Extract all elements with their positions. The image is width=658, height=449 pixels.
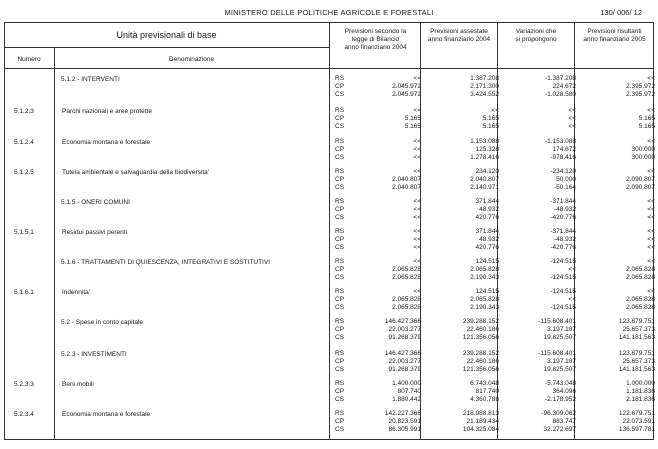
table-row [4,107,654,135]
amount-cell: 25.657.373 [622,358,655,365]
header-denominazione: Denominazione [168,56,215,63]
value-line [333,388,654,396]
value-line [333,396,654,404]
value-line [333,75,654,83]
header-numero: Numero [17,56,41,63]
col-header-bilancio-2004: Previsioni secondo la legge di Bilancio anno finanziario 2004 [344,28,407,51]
type-code: CS [335,91,345,98]
type-code: CP [335,388,345,395]
amount-cell: 5.165 [404,123,421,130]
amount-cell: 1.278.416 [470,154,499,161]
amount-cell: 3.197.187 [547,326,576,333]
type-code: RS [335,138,345,145]
amount-cell: 104.325.084 [462,426,499,433]
row-label: 5.1.6 - TRATTAMENTI DI QUIESCENZA, INTEGRATIVI E SOSTITUTIVI [61,259,270,266]
type-code: CP [335,206,345,213]
amount-cell: 86.305.991 [388,426,421,433]
value-line [333,83,654,91]
amount-cell: 218.988.813 [462,410,499,417]
type-code: CS [335,334,345,341]
amount-cell: -1.028.580 [544,91,576,98]
amount-cell: 807.740 [397,388,421,395]
amount-cell: 2.065.828 [392,296,421,303]
amount-cell: 146.427.366 [384,318,421,325]
type-code: CS [335,304,345,311]
value-line [333,334,654,342]
amount-cell: 21.189.434 [466,418,499,425]
amount-cell: << [413,228,421,235]
ministry-title: MINISTERO DELLE POLITICHE AGRICOLE E FORESTALI [224,8,434,17]
amount-cell: << [413,244,421,251]
amount-cell: 19.825.507 [543,366,576,373]
amount-cell: 141.181.563 [618,334,655,341]
row-label: Economia montana e forestale [62,411,151,418]
amount-cell: << [647,75,655,82]
row-values [333,318,654,342]
amount-cell: << [647,214,655,221]
amount-cell: 4.360.788 [470,396,499,403]
table-row [4,258,654,286]
row-label: Economia montana e forestale [62,139,151,146]
amount-cell: -96.309.062 [541,410,576,417]
amount-cell: -420.776 [550,244,576,251]
amount-cell: 20.823.591 [388,418,421,425]
amount-cell: 22.460.186 [466,326,499,333]
row-values [333,198,654,222]
amount-cell: 124.515 [475,288,499,295]
table-row [4,380,654,408]
value-line [333,206,654,214]
value-line [333,274,654,282]
amount-cell: 239.288.152 [462,350,499,357]
row-number: 5.1.2.4 [14,139,34,146]
amount-cell: 142.227.366 [384,410,421,417]
amount-cell: 224.672 [552,83,576,90]
amount-cell: 1.000.000 [626,380,655,387]
amount-cell: 2.065.828 [392,304,421,311]
amount-cell: 239.288.152 [462,318,499,325]
type-code: RS [335,107,345,114]
amount-cell: -420.776 [550,214,576,221]
amount-cell: << [647,236,655,243]
row-label: 5.1.5 - ONERI COMUNI [61,199,130,206]
amount-cell: 2.065.828 [392,266,421,273]
type-code: RS [335,380,345,387]
table-row [4,318,654,346]
type-code: RS [335,410,345,417]
value-line [333,214,654,222]
row-values [333,168,654,192]
type-code: RS [335,75,345,82]
type-code: CP [335,326,345,333]
amount-cell: 91.268.379 [388,366,421,373]
amount-cell: 300.000 [631,154,655,161]
table-row [4,75,654,103]
row-label: Beni mobili [62,381,94,388]
type-code: CS [335,396,345,403]
amount-cell: 6.743.048 [470,380,499,387]
amount-cell: 3.197.187 [547,358,576,365]
col-header-risultanti-2005: Previsioni risultanti anno finanziario 2005 [583,28,646,43]
amount-cell: << [413,288,421,295]
value-line [333,198,654,206]
amount-cell: -124.515 [550,274,576,281]
amount-cell: 2.190.343 [470,304,499,311]
value-line [333,288,654,296]
row-number: 5.1.5.1 [14,229,34,236]
amount-cell: 125.328 [475,146,499,153]
type-code: CS [335,366,345,373]
amount-cell: 174.672 [552,146,576,153]
amount-cell: 22.003.277 [388,358,421,365]
amount-cell: 123.679.751 [618,350,655,357]
amount-cell: 2.065.828 [626,304,655,311]
amount-cell: 5.165 [638,115,655,122]
amount-cell: 5.165 [482,123,499,130]
amount-cell: 2.045.972 [392,91,421,98]
amount-cell: << [413,138,421,145]
amount-cell: << [647,244,655,251]
amount-cell: -50.164 [553,184,576,191]
type-code: RS [335,168,345,175]
value-line [333,228,654,236]
type-code: CP [335,418,345,425]
table-row [4,350,654,378]
type-code: CP [335,176,345,183]
amount-cell: 5.165 [404,115,421,122]
row-values [333,258,654,282]
amount-cell: 1.181.836 [626,388,655,395]
col-header-assestate-2004: Previsioni assestate anno finanziario 2004 [427,28,491,43]
type-code: CP [335,266,345,273]
amount-cell: 19.825.507 [543,334,576,341]
value-line [333,304,654,312]
value-line [333,418,654,426]
amount-cell: << [647,138,655,145]
amount-cell: 2.065.828 [470,266,499,273]
amount-cell: << [568,123,576,130]
value-line [333,258,654,266]
type-code: CS [335,214,345,221]
amount-cell: 2.040.807 [392,176,421,183]
row-values [333,228,654,252]
value-line [333,107,654,115]
type-code: CP [335,236,345,243]
amount-cell: 3.424.552 [470,91,499,98]
amount-cell: 124.515 [475,258,499,265]
row-label: Indennita' [62,289,90,296]
row-label: 5.1.2 - INTERVENTI [61,76,120,83]
amount-cell: 146.427.366 [384,350,421,357]
amount-cell: << [413,258,421,265]
amount-cell: 22.003.277 [388,326,421,333]
amount-cell: 420.776 [475,244,499,251]
value-line [333,184,654,192]
amount-cell: << [568,266,576,273]
row-label: 5.2 - Spese in conto capitale [61,319,144,326]
amount-cell: -115.608.401 [538,318,576,325]
value-line [333,154,654,162]
amount-cell: -124.515 [550,288,576,295]
amount-cell: << [647,206,655,213]
amount-cell: -978.416 [550,154,576,161]
amount-cell: 123.679.751 [618,318,655,325]
amount-cell: 883.747 [552,418,576,425]
value-line [333,91,654,99]
amount-cell: -234.120 [550,168,576,175]
value-line [333,168,654,176]
amount-cell: 48.932 [479,206,499,213]
amount-cell: << [413,236,421,243]
value-line [333,358,654,366]
row-values [333,75,654,99]
amount-cell: -2.178.952 [544,396,576,403]
value-line [333,266,654,274]
amount-cell: -115.608.401 [538,350,576,357]
amount-cell: 5.165 [638,123,655,130]
type-code: CP [335,296,345,303]
value-line [333,138,654,146]
type-code: RS [335,228,345,235]
amount-cell: << [491,107,499,114]
type-code: RS [335,318,345,325]
amount-cell: 2.065.828 [626,274,655,281]
value-line [333,176,654,184]
value-line [333,326,654,334]
amount-cell: 91.268.379 [388,334,421,341]
table-row [4,198,654,226]
value-line [333,318,654,326]
amount-cell: << [568,296,576,303]
amount-cell: << [413,154,421,161]
amount-cell: 22.460.186 [466,358,499,365]
amount-cell: -1.387.208 [544,75,576,82]
amount-cell: << [413,206,421,213]
row-label: Parchi nazionali e aree protette [62,108,152,115]
col-header-variazioni: Variazioni che si propongono [515,28,557,43]
amount-cell: 371.844 [475,228,499,235]
amount-cell: << [647,288,655,295]
type-code: RS [335,350,345,357]
row-values [333,138,654,162]
row-number: 5.1.6.1 [14,289,34,296]
amount-cell: << [413,75,421,82]
amount-cell: -371.844 [550,198,576,205]
amount-cell: -371.844 [550,228,576,235]
amount-cell: << [413,198,421,205]
amount-cell: << [568,115,576,122]
page-reference: 130/ 006/ 12 [600,8,642,17]
type-code: RS [335,198,345,205]
amount-cell: << [647,168,655,175]
value-line [333,380,654,388]
divider [4,47,329,48]
value-line [333,146,654,154]
amount-cell: << [413,146,421,153]
amount-cell: -1.153.088 [544,138,576,145]
amount-cell: 2.190.343 [470,274,499,281]
amount-cell: 371.844 [475,198,499,205]
amount-cell: -48.932 [553,206,576,213]
row-values [333,288,654,312]
amount-cell: 2.040.807 [470,176,499,183]
amount-cell: 2.090.807 [626,176,655,183]
type-code: CP [335,358,345,365]
amount-cell: << [647,107,655,114]
amount-cell: << [647,198,655,205]
amount-cell: << [647,228,655,235]
amount-cell: 2.181.836 [626,396,655,403]
amount-cell: 2.065.828 [626,266,655,273]
amount-cell: 32.272.697 [543,426,576,433]
amount-cell: 121.356.056 [462,334,499,341]
amount-cell: 2.065.828 [470,296,499,303]
amount-cell: << [568,107,576,114]
amount-cell: 50.000 [556,176,576,183]
amount-cell: 1.880.442 [392,396,421,403]
row-number: 5.1.2.3 [14,108,34,115]
value-line [333,244,654,252]
amount-cell: << [413,214,421,221]
amount-cell: 121.356.056 [462,366,499,373]
amount-cell: 141.181.563 [618,366,655,373]
row-label: 5.2.3 - INVESTIMENTI [61,351,127,358]
row-label: Residui passivi perenti [62,229,128,236]
type-code: CS [335,244,345,251]
row-values [333,410,654,434]
amount-cell: -5.743.048 [544,380,576,387]
amount-cell: 234.120 [475,168,499,175]
amount-cell: 420.776 [475,214,499,221]
amount-cell: -48.932 [553,236,576,243]
row-number: 5.1.2.5 [14,169,34,176]
amount-cell: -124.515 [550,304,576,311]
row-values [333,380,654,404]
value-line [333,123,654,131]
type-code: CP [335,146,345,153]
type-code: RS [335,288,345,295]
table-row [4,288,654,316]
type-code: CS [335,154,345,161]
amount-cell: 364.096 [552,388,576,395]
type-code: CS [335,123,345,130]
value-line [333,410,654,418]
amount-cell: 2.171.300 [470,83,499,90]
row-number: 5.2.3.3 [14,381,34,388]
amount-cell: << [413,107,421,114]
amount-cell: 2.065.828 [392,274,421,281]
amount-cell: 122.679.751 [618,410,655,417]
amount-cell: 2.395.972 [626,83,655,90]
value-line [333,366,654,374]
row-values [333,350,654,374]
value-line [333,115,654,123]
amount-cell: 1.387.208 [470,75,499,82]
amount-cell: 25.657.373 [622,326,655,333]
value-line [333,426,654,434]
header-unita-previsionali: Unità previsionali di base [116,30,217,40]
amount-cell: 817.740 [475,388,499,395]
amount-cell: 1.153.088 [470,138,499,145]
amount-cell: -124.515 [550,258,576,265]
type-code: RS [335,258,345,265]
type-code: CS [335,274,345,281]
row-values [333,107,654,131]
value-line [333,296,654,304]
table-row [4,228,654,256]
row-number: 5.2.3.4 [14,411,34,418]
amount-cell: 5.165 [482,115,499,122]
amount-cell: 300.000 [631,146,655,153]
amount-cell: 2.065.828 [626,296,655,303]
row-label: Tutela ambientale e salvaguardia della biodiversita' [62,169,209,176]
amount-cell: 2.395.972 [626,91,655,98]
amount-cell: << [413,168,421,175]
amount-cell: 2.045.972 [392,83,421,90]
value-line [333,350,654,358]
amount-cell: << [647,258,655,265]
amount-cell: 2.090.807 [626,184,655,191]
type-code: CP [335,115,345,122]
amount-cell: 2.040.807 [392,184,421,191]
amount-cell: 2.140.971 [470,184,499,191]
amount-cell: 136.597.781 [618,426,655,433]
table-row [4,138,654,166]
amount-cell: 22.073.591 [622,418,655,425]
type-code: CP [335,83,345,90]
type-code: CS [335,426,345,433]
value-line [333,236,654,244]
table-row [4,168,654,196]
amount-cell: 48.932 [479,236,499,243]
amount-cell: 1.400.000 [392,380,421,387]
type-code: CS [335,184,345,191]
table-row [4,410,654,438]
